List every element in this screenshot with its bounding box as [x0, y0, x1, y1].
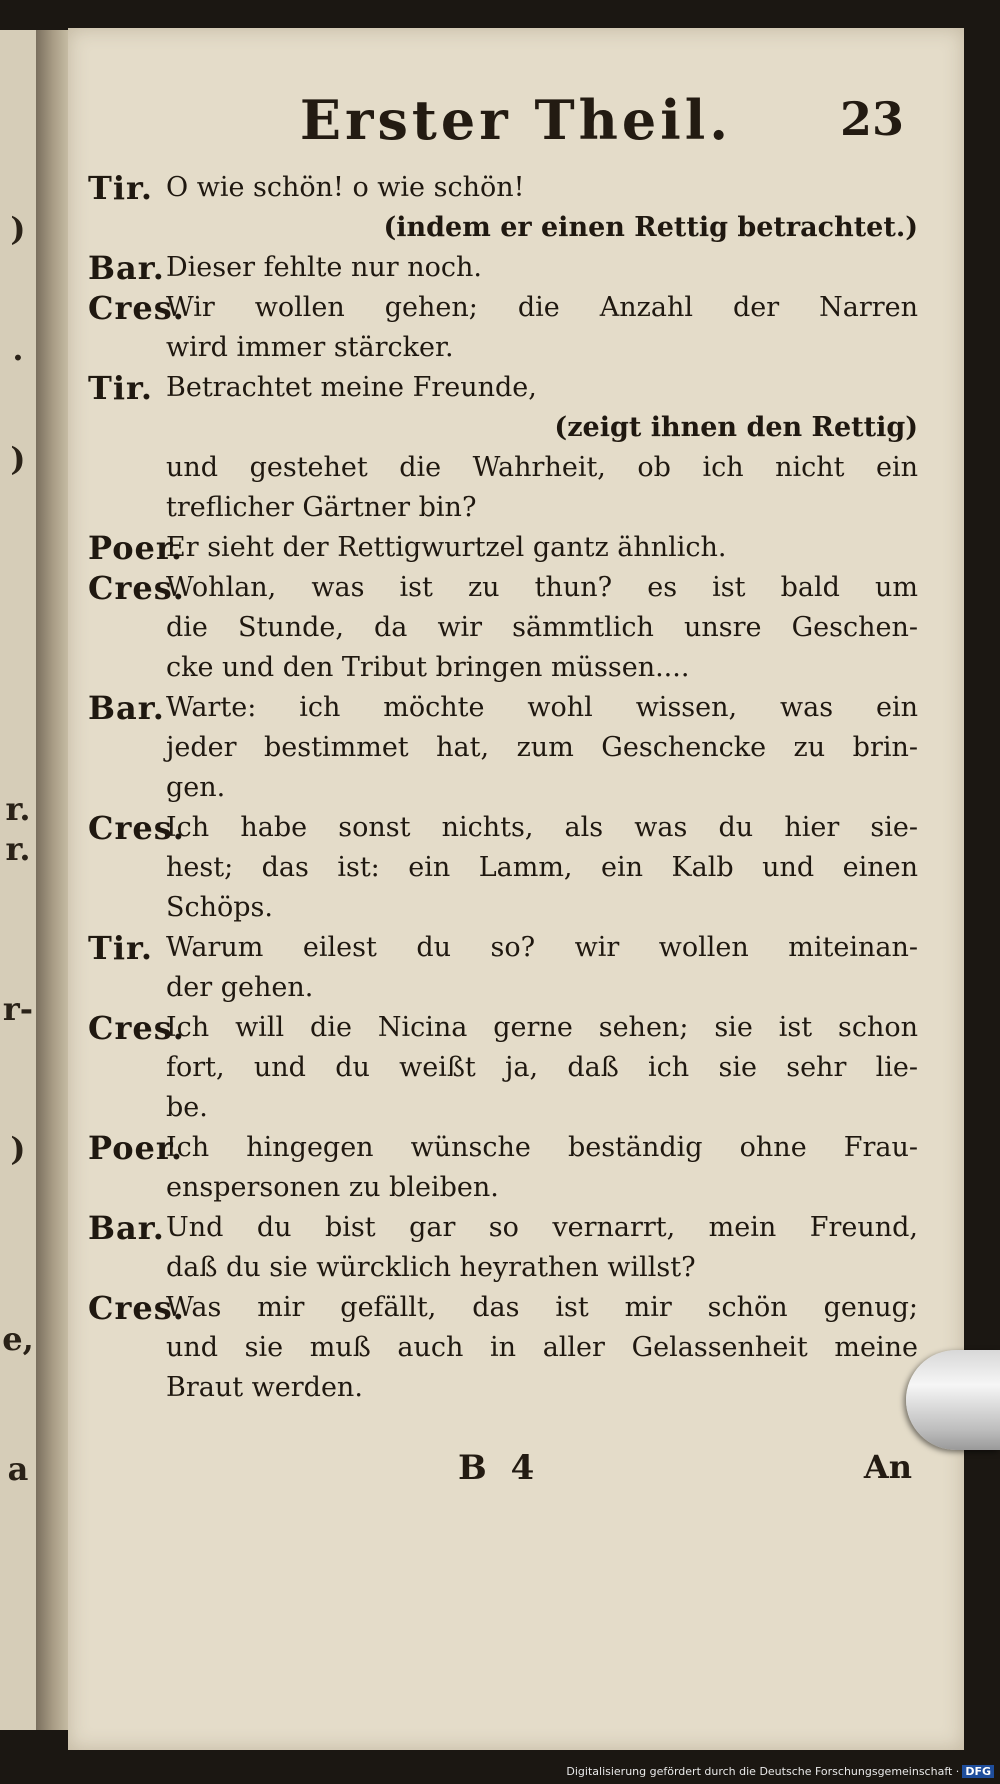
text-line [88, 888, 918, 928]
catchword: An [863, 1448, 912, 1486]
dialogue-text: Wohlan, was ist zu thun? es ist bald um [166, 572, 918, 603]
dfg-badge: DFG [962, 1765, 994, 1778]
left-page-glyph: ) [10, 440, 26, 478]
left-page-glyph: e, [2, 1320, 34, 1358]
dialogue-text: die Stunde, da wir sämmtlich unsre Geschen- [166, 612, 918, 643]
dialogue-text: gen. [166, 772, 226, 803]
digitization-credit [566, 1765, 994, 1778]
speaker-name: Bar. [88, 1209, 165, 1247]
text-line [88, 1368, 918, 1408]
text-line [88, 968, 918, 1008]
dialogue-text: enspersonen zu bleiben. [166, 1172, 499, 1203]
text-line [88, 408, 918, 448]
speaker-name: Bar. [88, 689, 165, 727]
dialogue-text: Warte: ich möchte wohl wissen, was ein [166, 692, 918, 723]
running-title: Erster Theil. [299, 88, 733, 152]
left-page-glyph: a [7, 1450, 29, 1488]
text-line [88, 1208, 918, 1248]
text-line [88, 208, 918, 248]
speaker-name: Cres. [88, 569, 185, 607]
page-number: 23 [839, 92, 904, 146]
speaker-name: Cres. [88, 1009, 185, 1047]
text-line [88, 1088, 918, 1128]
text-line [88, 1328, 918, 1368]
page-clip [906, 1350, 1000, 1450]
dialogue-text: treflicher Gärtner bin? [166, 492, 477, 523]
text-line [88, 808, 918, 848]
speaker-name: Bar. [88, 249, 165, 287]
text-line [88, 1008, 918, 1048]
running-head [68, 88, 964, 158]
dialogue-text: Ich will die Nicina gerne sehen; sie ist schon [166, 1012, 918, 1043]
dialogue-text: und gestehet die Wahrheit, ob ich nicht ein [166, 452, 918, 483]
speaker-name: Tir. [88, 929, 154, 967]
text-line [88, 448, 918, 488]
left-page-glyph: . [12, 330, 24, 368]
dialogue-text: Und du bist gar so vernarrt, mein Freund, [166, 1212, 918, 1243]
text-line [88, 608, 918, 648]
text-line [88, 168, 918, 208]
dialogue-text: jeder bestimmet hat, zum Geschencke zu brin- [166, 732, 918, 763]
dialogue-text: Betrachtet meine Freunde, [166, 372, 537, 403]
signature-mark: B 4 [458, 1448, 541, 1488]
credit-text: Digitalisierung gefördert durch die Deutsche Forschungsgemeinschaft · [566, 1765, 960, 1778]
text-line [88, 688, 918, 728]
text-line [88, 928, 918, 968]
text-line [88, 848, 918, 888]
dialogue-text: O wie schön! o wie schön! [166, 172, 525, 203]
left-page-glyph: ) [10, 210, 26, 248]
text-line [88, 1288, 918, 1328]
dialogue-text: Dieser fehlte nur noch. [166, 252, 482, 283]
dialogue-text: der gehen. [166, 972, 314, 1003]
text-line [88, 768, 918, 808]
speaker-name: Tir. [88, 169, 154, 207]
dialogue-text: fort, und du weißt ja, daß ich sie sehr lie- [166, 1052, 918, 1083]
stage-direction: (zeigt ihnen den Rettig) [554, 412, 918, 443]
stage-direction: (indem er einen Rettig betrachtet.) [383, 212, 918, 243]
text-line [88, 488, 918, 528]
text-line [88, 1048, 918, 1088]
text-line [88, 1248, 918, 1288]
dialogue-text: cke und den Tribut bringen müssen.... [166, 652, 690, 683]
dialogue-text: Ich hingegen wünsche beständig ohne Frau- [166, 1132, 918, 1163]
dialogue-text: Wir wollen gehen; die Anzahl der Narren [166, 292, 918, 323]
speaker-name: Cres. [88, 1289, 185, 1327]
dialogue-text: Ich habe sonst nichts, als was du hier sie- [166, 812, 918, 843]
dialogue-text: und sie muß auch in aller Gelassenheit meine [166, 1332, 918, 1363]
dialogue-text: Er sieht der Rettigwurtzel gantz ähnlich. [166, 532, 727, 563]
dialogue-text: hest; das ist: ein Lamm, ein Kalb und einen [166, 852, 918, 883]
left-page-edge [0, 30, 36, 1730]
speaker-name: Poer. [88, 1129, 183, 1167]
speaker-name: Tir. [88, 369, 154, 407]
text-line [88, 568, 918, 608]
left-page-glyph: r. [5, 790, 31, 828]
dialogue-text: be. [166, 1092, 208, 1123]
speaker-name: Poer. [88, 529, 183, 567]
page-footer [68, 1448, 964, 1498]
left-page-glyph: ) [10, 1130, 26, 1168]
text-line [88, 288, 918, 328]
text-line [88, 248, 918, 288]
dialogue-text: wird immer stärcker. [166, 332, 454, 363]
text-line [88, 1168, 918, 1208]
left-page-glyph: r- [2, 990, 34, 1028]
book-page [68, 28, 964, 1750]
speaker-name: Cres. [88, 809, 185, 847]
dialogue-text: Braut werden. [166, 1372, 363, 1403]
text-line [88, 1128, 918, 1168]
dialogue-text: daß du sie würcklich heyrathen willst? [166, 1252, 696, 1283]
left-page-glyph: r. [5, 830, 31, 868]
text-line [88, 368, 918, 408]
text-line [88, 528, 918, 568]
text-line [88, 728, 918, 768]
text-line [88, 328, 918, 368]
text-line [88, 648, 918, 688]
dialogue-text: Was mir gefällt, das ist mir schön genug; [166, 1292, 918, 1323]
dialogue-text: Warum eilest du so? wir wollen miteinan- [166, 932, 918, 963]
speaker-name: Cres. [88, 289, 185, 327]
dialogue-text: Schöps. [166, 892, 273, 923]
book-spine [36, 30, 70, 1730]
play-text [88, 168, 918, 1408]
